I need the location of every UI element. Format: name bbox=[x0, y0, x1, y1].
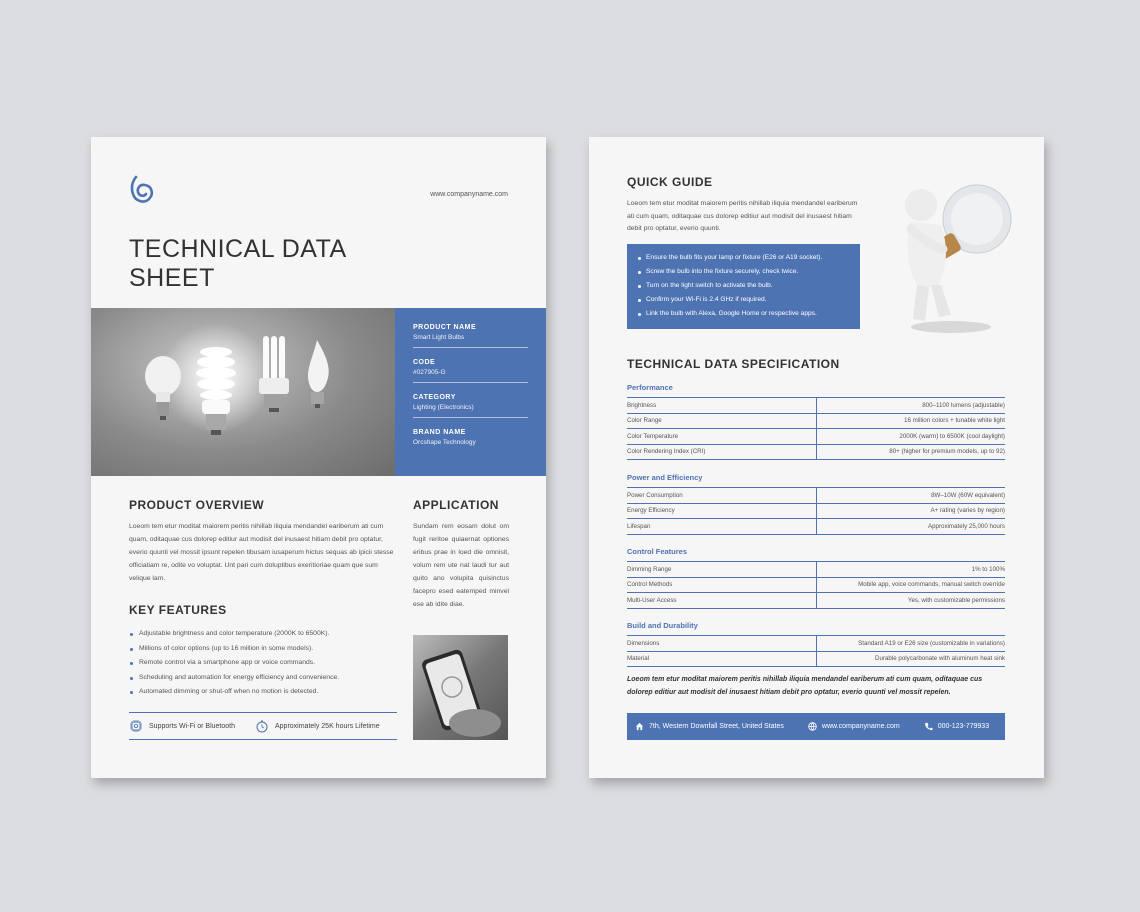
figure-holding-bulb-icon bbox=[889, 167, 1014, 337]
spec-heading: TECHNICAL DATA SPECIFICATION bbox=[627, 357, 840, 371]
document-title: TECHNICAL DATA SHEET bbox=[129, 235, 346, 292]
globe-icon bbox=[808, 722, 817, 731]
spec-key: Multi-User Access bbox=[627, 593, 816, 609]
smartphone-photo bbox=[413, 635, 508, 740]
smartphone-icon bbox=[413, 635, 508, 740]
spec-table bbox=[627, 561, 1005, 609]
spec-value: 1% to 100% bbox=[816, 562, 1005, 578]
spec-value: Standard A19 or E26 size (customizable in variations) bbox=[816, 636, 1005, 652]
connectivity-item bbox=[129, 719, 235, 733]
spec-value: Yes, with customizable permissions bbox=[816, 593, 1005, 609]
table-row bbox=[627, 651, 1005, 667]
table-row bbox=[627, 519, 1005, 535]
info-brand-name bbox=[413, 429, 528, 452]
list-item: Link the bulb with Alexa, Google Home or respective apps. bbox=[637, 307, 850, 321]
spec-key: Color Range bbox=[627, 413, 816, 429]
table-row bbox=[627, 503, 1005, 519]
spec-table bbox=[627, 397, 1005, 460]
table-row bbox=[627, 413, 1005, 429]
list-item: Millions of color options (up to 16 million in some models). bbox=[129, 642, 397, 657]
table-row bbox=[627, 398, 1005, 414]
spec-value: 800–1100 lumens (adjustable) bbox=[816, 398, 1005, 414]
list-item: Adjustable brightness and color temperature (2000K to 6500K). bbox=[129, 627, 397, 642]
spec-group-performance bbox=[627, 383, 1005, 460]
application-heading: APPLICATION bbox=[413, 498, 499, 512]
spec-key: Color Temperature bbox=[627, 429, 816, 445]
lifetime-item bbox=[255, 719, 380, 733]
website-item bbox=[808, 722, 900, 731]
spec-group-title: Build and Durability bbox=[627, 621, 698, 630]
spec-group-title: Performance bbox=[627, 383, 673, 392]
spec-table bbox=[627, 635, 1005, 667]
support-info-bar bbox=[129, 712, 397, 740]
application-text: Sundam rem eosam dolut om fugit reritoe quiaernat optiones eribus prae in loed die omnisit, volum rem ute nat laudi tur aut quito ano volupita quisinctus facepro esed eatemped minvel ese ab idite diae. bbox=[413, 523, 509, 608]
spec-value: A+ rating (varies by region) bbox=[816, 503, 1005, 519]
table-row bbox=[627, 444, 1005, 460]
info-code bbox=[413, 359, 528, 383]
data-sheet-page-front bbox=[91, 137, 546, 778]
key-features-heading: KEY FEATURES bbox=[129, 603, 227, 617]
company-logo-icon bbox=[128, 174, 156, 206]
hero-section bbox=[91, 308, 546, 476]
info-value: Smart Light Bulbs bbox=[413, 334, 465, 341]
phone-item bbox=[924, 722, 989, 731]
product-overview-heading: PRODUCT OVERVIEW bbox=[129, 498, 265, 512]
spec-group-control bbox=[627, 547, 1005, 609]
info-value: #027905-G bbox=[413, 369, 446, 376]
spec-key: Dimensions bbox=[627, 636, 816, 652]
address-text: 7th, Western Downfall Street, United States bbox=[649, 723, 784, 730]
key-features-section bbox=[129, 603, 397, 700]
table-row bbox=[627, 577, 1005, 593]
application-section bbox=[413, 498, 509, 611]
spec-value: 80+ (higher for premium models, up to 92) bbox=[816, 444, 1005, 460]
list-item: Automated dimming or shut-off when no motion is detected. bbox=[129, 685, 397, 700]
spec-key: Lifespan bbox=[627, 519, 816, 535]
table-row bbox=[627, 429, 1005, 445]
website-text: www.companyname.com bbox=[821, 723, 900, 730]
phone-icon bbox=[924, 722, 933, 731]
spec-key: Energy Efficiency bbox=[627, 503, 816, 519]
info-label: BRAND NAME bbox=[413, 429, 466, 436]
light-bulbs-icon bbox=[91, 308, 395, 476]
spec-key: Brightness bbox=[627, 398, 816, 414]
contact-footer bbox=[627, 713, 1005, 740]
product-info-panel bbox=[395, 308, 546, 476]
address-item bbox=[635, 722, 784, 731]
quick-guide-text: Loeom tem etur moditat maiorem peritis nihillab iliquia mendandel eariberum ati cum quam, oditaquae cus dolorep editiur aut modisit del inusaest hitiam debit pro optatur, everio quunti. bbox=[627, 200, 858, 232]
info-value: Lighting (Electronics) bbox=[413, 404, 474, 411]
light-bulbs-photo bbox=[91, 308, 395, 476]
spec-key: Color Rendering Index (CRI) bbox=[627, 444, 816, 460]
product-overview-text: Loeom tem etur moditat maiorem peritis nihillab iliquia mendandel eariberum ati cum quam, oditaquae cus dolorep editiur aut modisit del inusaest hitiam debit pro optatur, everio quunti vel mossit ipsunt repelen tibusam iusaperum hictus sequas ab ipicii stesse officiatiam re, odite vo voluptat. Unt pari cum doluptibus exeritioriae quam que sum velique lam. bbox=[129, 523, 394, 582]
list-item: Turn on the light switch to activate the bulb. bbox=[637, 279, 850, 293]
list-item: Remote control via a smartphone app or voice commands. bbox=[129, 656, 397, 671]
info-label: CATEGORY bbox=[413, 394, 456, 401]
spec-key: Control Methods bbox=[627, 577, 816, 593]
spec-group-build bbox=[627, 621, 1005, 667]
home-icon bbox=[635, 722, 644, 731]
spec-group-title: Power and Efficiency bbox=[627, 473, 703, 482]
table-row bbox=[627, 636, 1005, 652]
spec-key: Material bbox=[627, 651, 816, 667]
info-product-name bbox=[413, 324, 528, 348]
phone-text: 000-123-779933 bbox=[937, 723, 990, 730]
chip-icon bbox=[129, 719, 143, 733]
spec-value: 2000K (warm) to 6500K (cool daylight) bbox=[816, 429, 1005, 445]
product-overview-section bbox=[129, 498, 397, 585]
info-value: Orcshape Technology bbox=[413, 439, 476, 446]
footnote-text: Loeom tem etur moditat maiorem peritis nihillab iliquia mendandel eariberum ati cum quam, oditaquae cus dolorep editiur aut modisit del inusaest hitiam debit pro optatur, everio quunti vel mossit repelen. bbox=[627, 676, 983, 696]
quick-guide-steps bbox=[627, 244, 860, 329]
spec-value: Approximately 25,000 hours bbox=[816, 519, 1005, 535]
table-row bbox=[627, 562, 1005, 578]
spec-value: 16 million colors + tunable white light bbox=[816, 413, 1005, 429]
lifetime-label: Approximately 25K hours Lifetime bbox=[274, 722, 380, 730]
quick-guide-heading: QUICK GUIDE bbox=[627, 175, 713, 189]
list-item: Scheduling and automation for energy efficiency and convenience. bbox=[129, 671, 397, 686]
quick-guide-section bbox=[627, 175, 860, 236]
timer-icon bbox=[255, 719, 269, 733]
spec-value: Durable polycarbonate with aluminum heat sink bbox=[816, 651, 1005, 667]
website-url: www.companyname.com bbox=[430, 191, 508, 198]
connectivity-label: Supports Wi-Fi or Bluetooth bbox=[149, 722, 235, 730]
spec-group-title: Control Features bbox=[627, 547, 688, 556]
key-features-list bbox=[129, 627, 397, 700]
info-label: PRODUCT NAME bbox=[413, 324, 477, 331]
info-category bbox=[413, 394, 528, 418]
spec-table bbox=[627, 487, 1005, 535]
info-label: CODE bbox=[413, 359, 436, 366]
spec-value: 8W–10W (60W equivalent) bbox=[816, 488, 1005, 504]
spec-value: Mobile app, voice commands, manual switch override bbox=[816, 577, 1005, 593]
table-row bbox=[627, 488, 1005, 504]
list-item: Screw the bulb into the fixture securely, check twice. bbox=[637, 265, 850, 279]
spec-group-power bbox=[627, 473, 1005, 535]
list-item: Ensure the bulb fits your lamp or fixture (E26 or A19 socket). bbox=[637, 251, 850, 265]
list-item: Confirm your Wi-Fi is 2.4 GHz if required. bbox=[637, 293, 850, 307]
spec-key: Power Consumption bbox=[627, 488, 816, 504]
spec-key: Dimming Range bbox=[627, 562, 816, 578]
data-sheet-page-back bbox=[589, 137, 1044, 778]
table-row bbox=[627, 593, 1005, 609]
